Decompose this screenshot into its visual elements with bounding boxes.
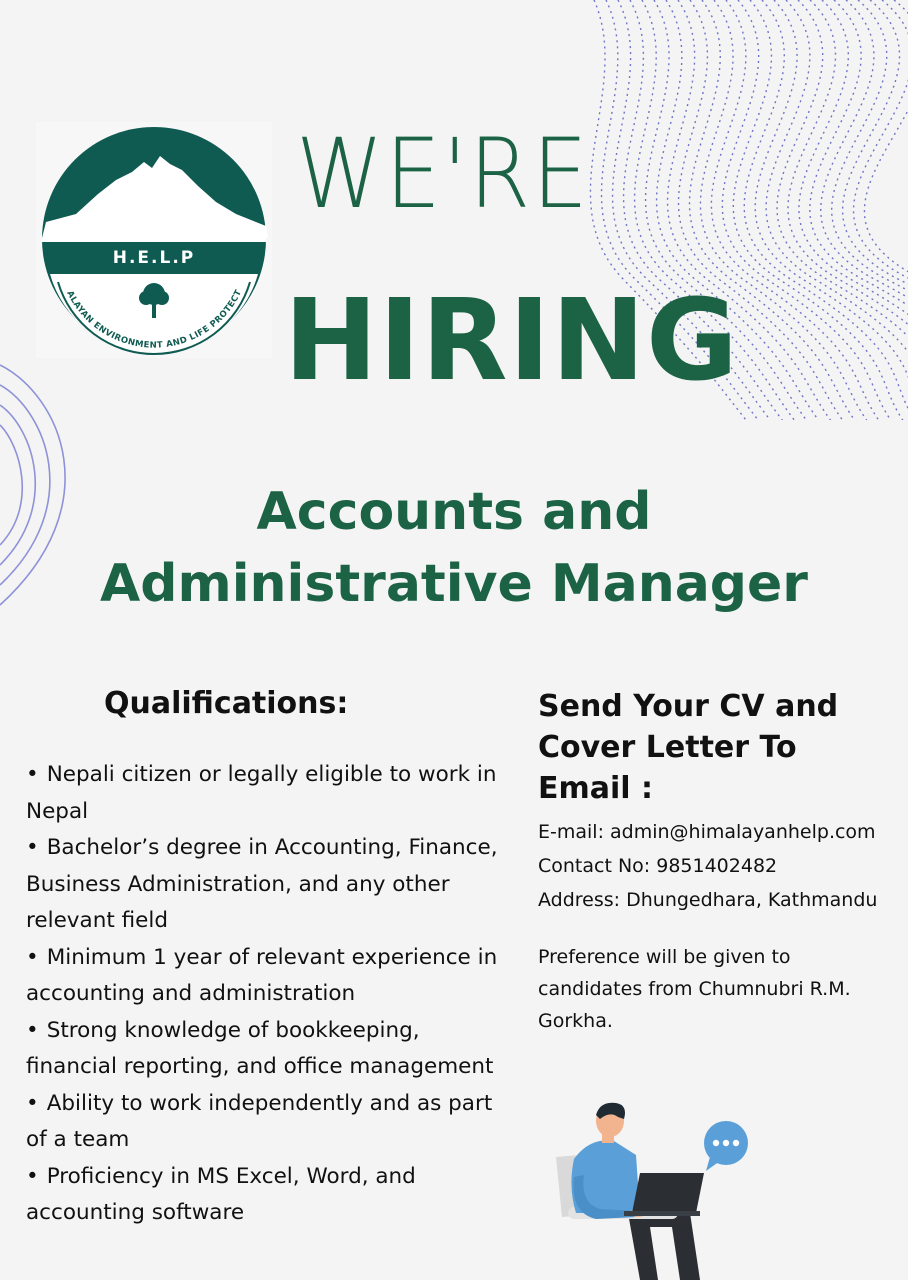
- qualification-text: Ability to work independently and as part of a team: [26, 1090, 493, 1152]
- preference-note: Preference will be given to candidates from Chumnubri R.M. Gorkha.: [538, 946, 851, 1032]
- qualification-text: Strong knowledge of bookkeeping, financial reporting, and office management: [26, 1017, 494, 1079]
- bullet: •: [26, 1090, 39, 1116]
- bullet: •: [26, 762, 39, 787]
- phone-text: Contact No: 9851402482: [538, 855, 778, 877]
- dotted-wave-line: [788, 0, 908, 420]
- person-laptop-illustration: [540, 1095, 760, 1280]
- organization-logo: [36, 122, 272, 358]
- apply-heading: [538, 686, 898, 809]
- address-text: Address: Dhungedhara, Kathmandu: [538, 889, 878, 911]
- qualification-text: Minimum 1 year of relevant experience in accounting and administration: [26, 944, 498, 1006]
- job-title-line1: Accounts and: [256, 482, 652, 542]
- dotted-wave-line: [832, 0, 908, 420]
- email-text[interactable]: E-mail: admin@himalayanhelp.com: [538, 821, 876, 843]
- list-item: [26, 1086, 506, 1159]
- dotted-wave-line: [843, 0, 908, 420]
- dotted-wave-line: [777, 0, 908, 420]
- list-item: [26, 940, 506, 1013]
- bullet: •: [26, 1017, 39, 1043]
- chat-bubble-icon: [704, 1121, 748, 1171]
- qualification-text: Proficiency in MS Excel, Word, and accounting software: [26, 1163, 416, 1225]
- bullet: •: [26, 835, 39, 860]
- qualifications-list: [26, 757, 506, 1232]
- qualifications-heading: Qualifications:: [104, 686, 349, 721]
- headline-were: WE'RE: [296, 118, 590, 230]
- logo-acronym: H.E.L.P: [112, 248, 196, 268]
- job-title: [0, 476, 908, 620]
- list-item: [26, 830, 506, 940]
- apply-heading-line1: Send Your CV and: [538, 689, 839, 724]
- list-item: [26, 757, 506, 830]
- dotted-wave-line: [799, 0, 908, 420]
- qualification-text: Bachelor’s degree in Accounting, Finance, Business Administration, and any other relevant field: [26, 835, 498, 933]
- contact-details: [538, 815, 898, 917]
- list-item: [26, 1159, 506, 1232]
- logo-full-name: ALAYAN ENVIRONMENT AND LIFE PROTECT: [64, 288, 245, 351]
- apply-heading-line2: Cover Letter To Email :: [538, 730, 797, 806]
- dotted-wave-line: [821, 0, 908, 420]
- qualification-text: Nepali citizen or legally eligible to work in Nepal: [26, 762, 497, 824]
- bullet: •: [26, 944, 39, 970]
- headline-hiring: HIRING: [284, 276, 739, 406]
- dotted-wave-line: [722, 0, 898, 420]
- list-item: [26, 1013, 506, 1086]
- bullet: •: [26, 1163, 39, 1189]
- help-logo-emblem: [36, 122, 272, 358]
- dotted-wave-line: [744, 0, 908, 420]
- job-title-line2: Administrative Manager: [100, 554, 808, 614]
- dotted-wave-line: [810, 0, 908, 420]
- dotted-wave-line: [755, 0, 908, 420]
